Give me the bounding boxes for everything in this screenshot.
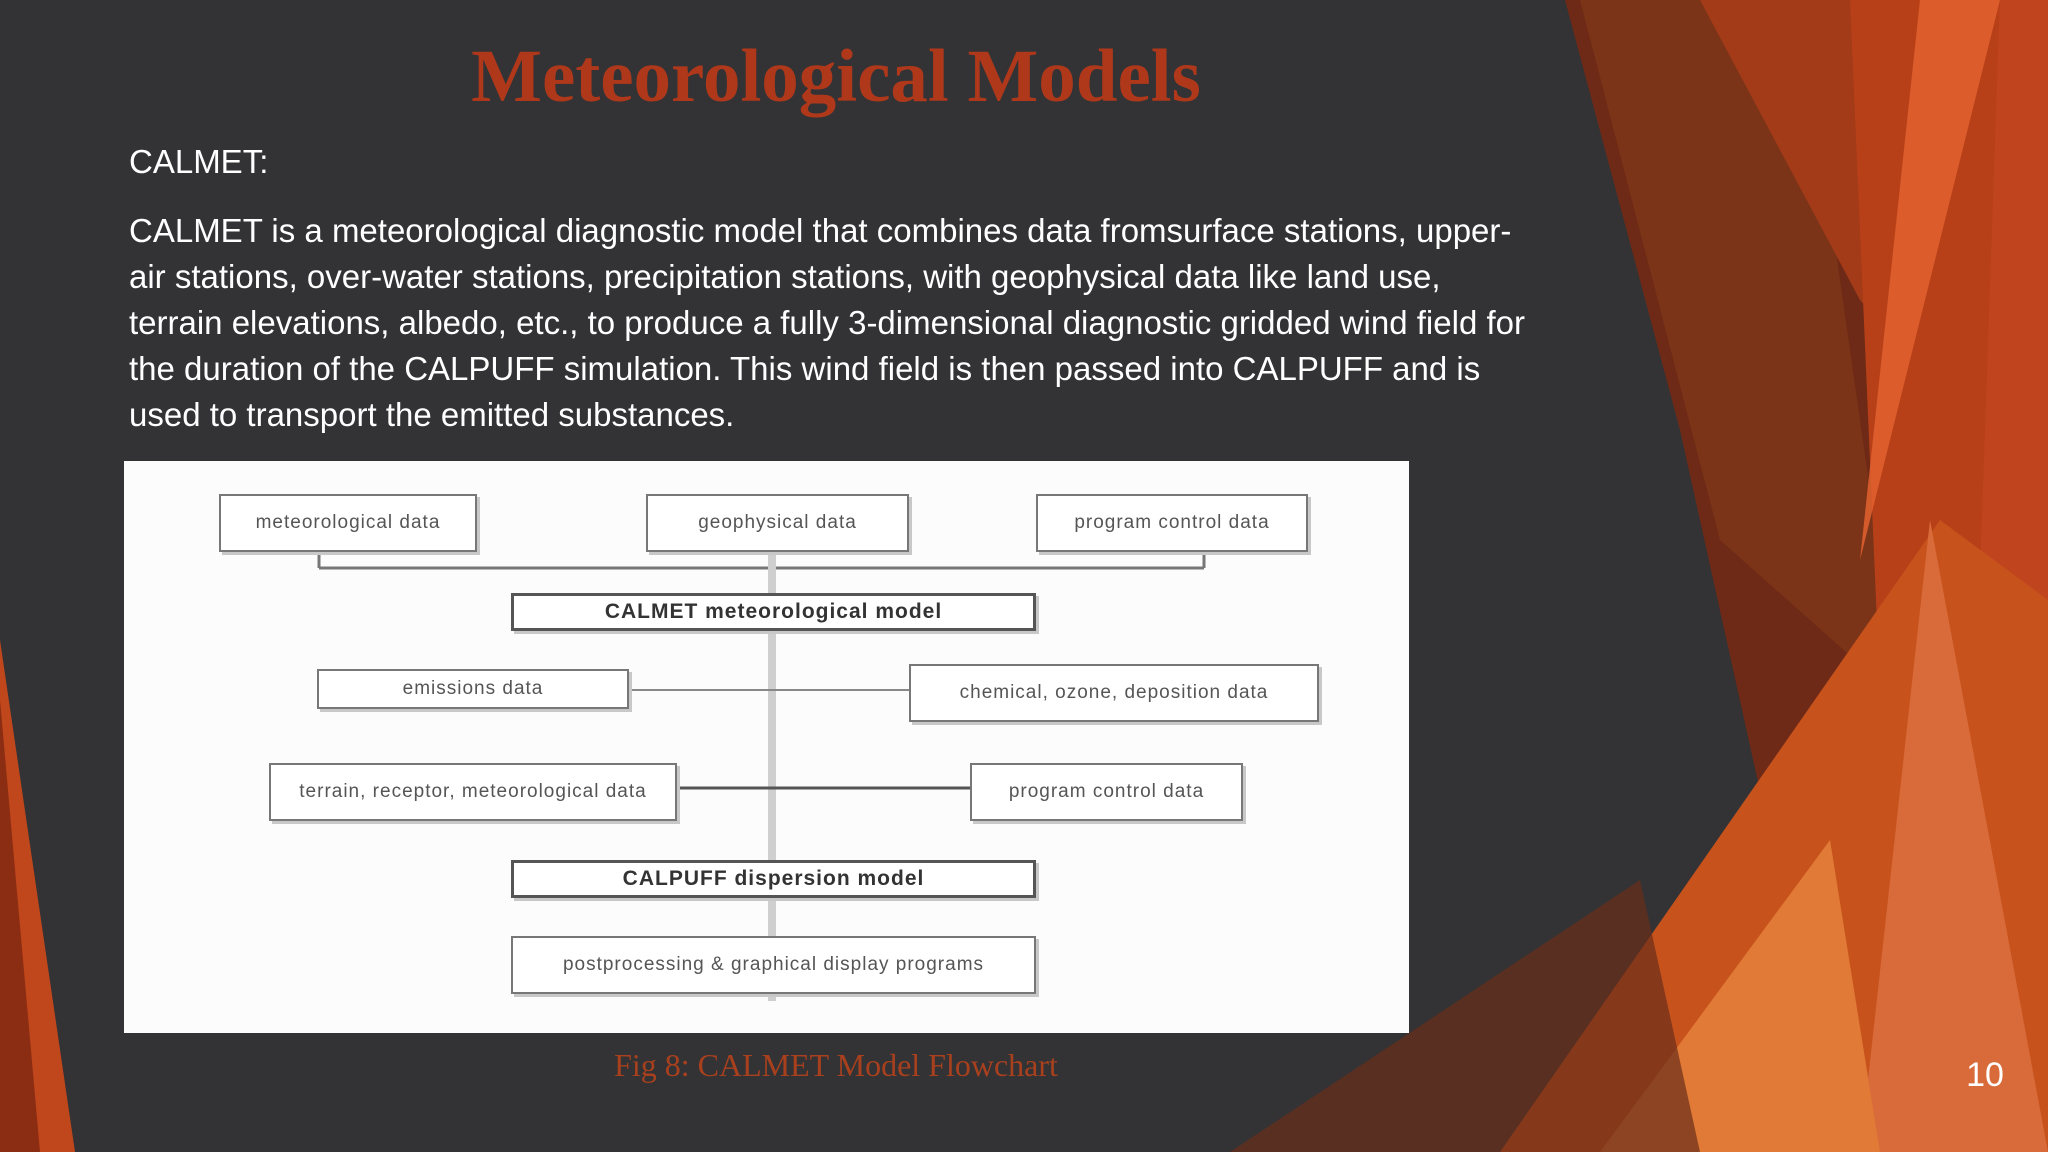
flowchart-figure <box>124 461 1409 1033</box>
postprocessing-box: postprocessing & graphical display programs <box>511 936 1036 994</box>
program-control-data-box-mid: program control data <box>970 763 1243 821</box>
chemical-ozone-deposition-box: chemical, ozone, deposition data <box>909 664 1319 722</box>
terrain-receptor-box: terrain, receptor, meteorological data <box>269 763 677 821</box>
emissions-data-box: emissions data <box>317 669 629 709</box>
meteorological-data-box: meteorological data <box>219 494 477 552</box>
calmet-model-box: CALMET meteorological model <box>511 593 1036 631</box>
calpuff-model-box: CALPUFF dispersion model <box>511 860 1036 898</box>
slide-title: Meteorological Models <box>471 35 1201 118</box>
geophysical-data-box: geophysical data <box>646 494 909 552</box>
program-control-data-box-top: program control data <box>1036 494 1308 552</box>
subheading: CALMET: <box>129 143 269 180</box>
slide-number: 10 <box>1966 1056 2004 1094</box>
figure-caption: Fig 8: CALMET Model Flowchart <box>614 1047 1058 1083</box>
body-paragraph: CALMET is a meteorological diagnostic model that combines data fromsurface stations, upper-air stations, over-water stations, precipitation stations, with geophysical data like land use, terrain elevations, albedo, etc., to produce a fully 3-dimensional diagnostic gridded wind field for the duration of the CALPUFF simulation. This wind field is then passed into CALPUFF and is used to transport the emitted substances. <box>129 212 1525 433</box>
